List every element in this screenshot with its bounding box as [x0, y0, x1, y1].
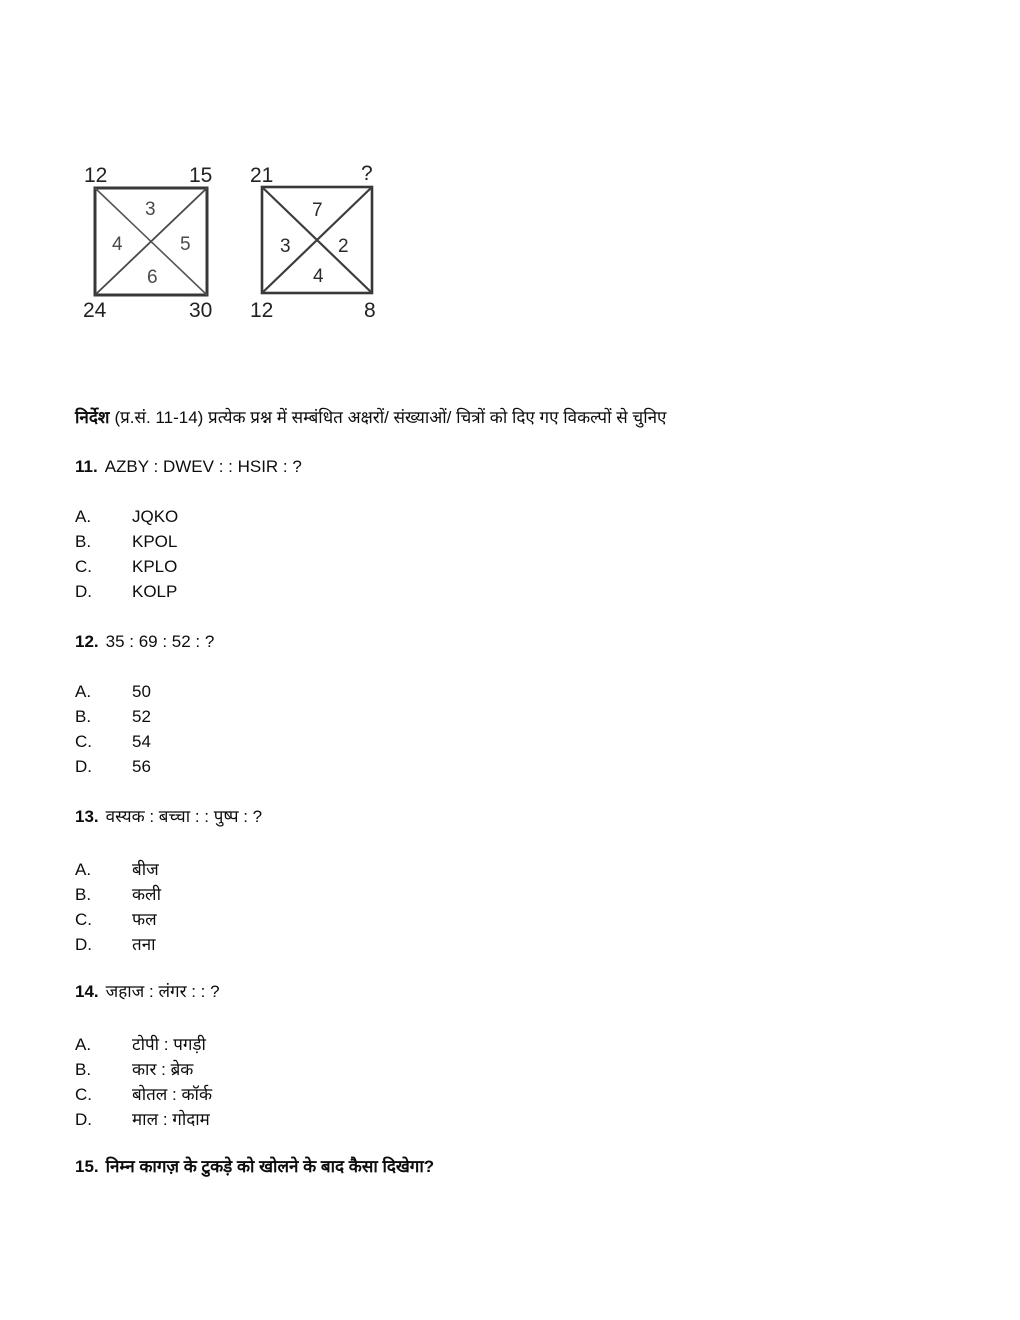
option-letter: A. [75, 682, 92, 701]
analogy-squares-figure [70, 158, 410, 333]
option-letter: C. [75, 732, 92, 751]
option-a [75, 507, 935, 532]
option-d [75, 582, 935, 607]
option-text: बीज [132, 860, 159, 879]
option-b [75, 532, 935, 557]
inner-label: 6 [147, 267, 158, 288]
directions-text: (प्र.सं. 11-14) प्रत्येक प्रश्न में सम्बंधित अक्षरों/ संख्याओं/ चित्रों को दिए गए विकल्पों से चुनिए [114, 408, 667, 427]
option-text: 54 [132, 732, 151, 751]
option-c [75, 557, 935, 582]
option-letter: C. [75, 910, 92, 929]
option-letter: D. [75, 582, 92, 601]
option-text: 50 [132, 682, 151, 701]
question-number: 13. [75, 807, 99, 826]
options-list [75, 507, 935, 607]
square-1 [83, 164, 212, 322]
directions-label: निर्देश [75, 408, 110, 427]
question-heading [75, 630, 935, 653]
option-letter: C. [75, 557, 92, 576]
option-letter: A. [75, 860, 92, 879]
corner-label: 12 [250, 299, 274, 322]
option-d [75, 1107, 935, 1132]
option-text: बोतल : कॉर्क [132, 1085, 213, 1104]
question-text: वस्यक : बच्चा : : पुष्प : ? [105, 807, 263, 826]
option-text: कली [132, 885, 161, 904]
question-14 [75, 980, 935, 1132]
option-d [75, 757, 935, 782]
inner-label: 3 [145, 199, 156, 220]
corner-label: 8 [364, 299, 376, 322]
option-letter: A. [75, 1035, 92, 1054]
question-heading [75, 805, 935, 828]
inner-label: 3 [280, 236, 291, 257]
option-letter: C. [75, 1085, 92, 1104]
option-text: KOLP [132, 582, 178, 601]
option-a [75, 1032, 935, 1057]
inner-label: 5 [180, 234, 191, 255]
option-text: तना [132, 935, 156, 954]
corner-label: 15 [189, 164, 213, 187]
option-letter: B. [75, 1060, 92, 1079]
option-a [75, 857, 935, 882]
inner-label: 2 [338, 236, 349, 257]
options-list [75, 1032, 935, 1132]
inner-label: 7 [312, 200, 323, 221]
question-number: 11. [75, 457, 98, 476]
option-b [75, 882, 935, 907]
option-text: 52 [132, 707, 151, 726]
option-text: KPLO [132, 557, 178, 576]
question-text: जहाज : लंगर : : ? [105, 982, 220, 1001]
question-text: निम्न कागज़ के टुकड़े को खोलने के बाद कैसा दिखेगा? [105, 1157, 435, 1176]
corner-label: 24 [83, 299, 107, 322]
option-text: KPOL [132, 532, 178, 551]
option-text: कार : ब्रेक [132, 1060, 194, 1079]
options-list [75, 682, 935, 782]
figure-svg [70, 158, 410, 333]
option-text: फल [132, 910, 157, 929]
question-number: 12. [75, 632, 99, 651]
corner-label: 30 [189, 299, 213, 322]
option-d [75, 932, 935, 957]
question-heading [75, 1155, 935, 1178]
question-number: 15. [75, 1157, 99, 1176]
option-a [75, 682, 935, 707]
option-b [75, 707, 935, 732]
option-letter: D. [75, 1110, 92, 1129]
option-b [75, 1057, 935, 1082]
corner-label: ? [361, 162, 373, 185]
option-c [75, 1082, 935, 1107]
option-letter: B. [75, 885, 92, 904]
option-text: टोपी : पगड़ी [132, 1035, 206, 1054]
option-c [75, 907, 935, 932]
question-13 [75, 805, 935, 957]
question-text: AZBY : DWEV : : HSIR : ? [104, 457, 302, 476]
corner-label: 21 [250, 164, 274, 187]
option-c [75, 732, 935, 757]
question-15 [75, 1155, 935, 1178]
question-number: 14. [75, 982, 99, 1001]
option-letter: A. [75, 507, 92, 526]
option-letter: B. [75, 707, 92, 726]
inner-label: 4 [112, 234, 123, 255]
inner-label: 4 [313, 266, 324, 287]
question-11 [75, 455, 935, 607]
option-text: 56 [132, 757, 151, 776]
question-text: 35 : 69 : 52 : ? [105, 632, 215, 651]
question-heading [75, 455, 935, 478]
directions-line [75, 405, 955, 431]
question-heading [75, 980, 935, 1003]
option-letter: D. [75, 935, 92, 954]
question-12 [75, 630, 935, 782]
option-letter: B. [75, 532, 92, 551]
options-list [75, 857, 935, 957]
corner-label: 12 [84, 164, 108, 187]
option-letter: D. [75, 757, 92, 776]
square-2 [250, 162, 376, 322]
option-text: JQKO [132, 507, 179, 526]
option-text: माल : गोदाम [132, 1110, 210, 1129]
